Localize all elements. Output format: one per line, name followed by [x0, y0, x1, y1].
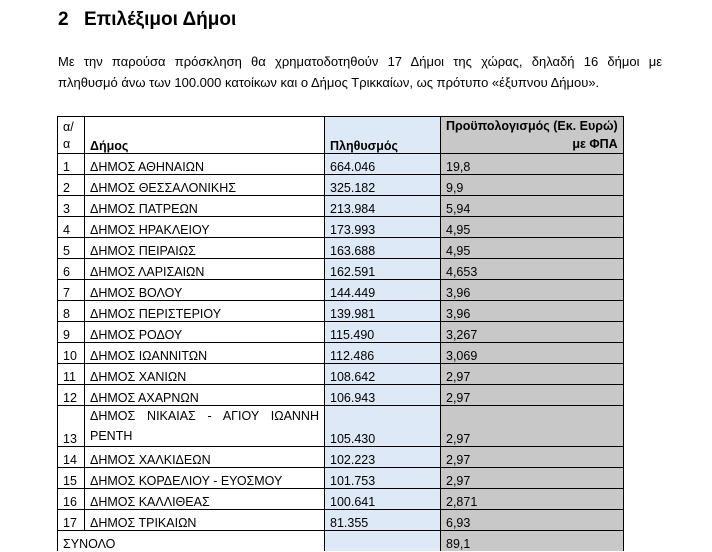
cell-population: 106.943	[325, 385, 441, 406]
total-label: ΣΥΝΟΛΟ	[58, 531, 325, 552]
cell-aa: 11	[58, 364, 85, 385]
cell-aa: 17	[58, 510, 85, 531]
table-row	[58, 385, 624, 406]
cell-population: 144.449	[325, 280, 441, 301]
cell-municipality: ΔΗΜΟΣ ΠΕΙΡΑΙΩΣ	[85, 238, 325, 259]
cell-aa: 15	[58, 468, 85, 489]
section-heading	[58, 9, 236, 31]
cell-budget: 2,97	[441, 406, 624, 447]
cell-population: 163.688	[325, 238, 441, 259]
cell-municipality: ΔΗΜΟΣ ΙΩΑΝΝΙΤΩΝ	[85, 343, 325, 364]
cell-population: 112.486	[325, 343, 441, 364]
cell-budget: 3,069	[441, 343, 624, 364]
total-budget: 89,1	[441, 531, 624, 552]
cell-municipality: ΔΗΜΟΣ ΛΑΡΙΣΑΙΩΝ	[85, 259, 325, 280]
cell-aa: 10	[58, 343, 85, 364]
table-row	[58, 238, 624, 259]
table-row	[58, 364, 624, 385]
cell-aa: 14	[58, 447, 85, 468]
header-aa-line1: α/	[63, 120, 74, 134]
cell-municipality: ΔΗΜΟΣ ΡΟΔΟΥ	[85, 322, 325, 343]
section-number: 2	[58, 9, 69, 30]
cell-aa: 12	[58, 385, 85, 406]
cell-population: 101.753	[325, 468, 441, 489]
cell-population: 173.993	[325, 217, 441, 238]
cell-municipality: ΔΗΜΟΣ ΑΘΗΝΑΙΩΝ	[85, 154, 325, 175]
cell-aa: 5	[58, 238, 85, 259]
table-row	[58, 489, 624, 510]
cell-budget: 4,95	[441, 238, 624, 259]
cell-budget: 2,97	[441, 364, 624, 385]
cell-population: 664.046	[325, 154, 441, 175]
cell-budget: 19,8	[441, 154, 624, 175]
cell-aa: 13	[58, 406, 85, 447]
cell-municipality: ΔΗΜΟΣ ΠΕΡΙΣΤΕΡΙΟΥ	[85, 301, 325, 322]
table-row	[58, 217, 624, 238]
cell-budget: 2,871	[441, 489, 624, 510]
cell-aa: 3	[58, 196, 85, 217]
cell-aa: 6	[58, 259, 85, 280]
cell-budget: 2,97	[441, 447, 624, 468]
cell-budget: 2,97	[441, 468, 624, 489]
table-row	[58, 301, 624, 322]
cell-aa: 4	[58, 217, 85, 238]
cell-population: 100.641	[325, 489, 441, 510]
table-row	[58, 259, 624, 280]
cell-municipality: ΔΗΜΟΣ ΘΕΣΣΑΛΟΝΙΚΗΣ	[85, 175, 325, 196]
cell-municipality: ΔΗΜΟΣ ΚΟΡΔΕΛΙΟΥ - ΕΥΟΣΜΟΥ	[85, 468, 325, 489]
paragraph-line-2: πληθυσμό άνω των 100.000 κατοίκων και ο Δήμος Τρικκαίων, ως πρότυπο «έξυπνου Δήμου».	[58, 75, 600, 90]
cell-municipality: ΔΗΜΟΣ ΠΑΤΡΕΩΝ	[85, 196, 325, 217]
cell-municipality: ΔΗΜΟΣ ΧΑΛΚΙΔΕΩΝ	[85, 447, 325, 468]
cell-municipality: ΔΗΜΟΣ ΒΟΛΟΥ	[85, 280, 325, 301]
cell-budget: 3,96	[441, 280, 624, 301]
cell-population: 325.182	[325, 175, 441, 196]
cell-aa: 16	[58, 489, 85, 510]
cell-municipality: ΔΗΜΟΣ ΤΡΙΚΑΙΩΝ	[85, 510, 325, 531]
paragraph-line-1: Με την παρούσα πρόσκληση θα χρηματοδοτηθούν 17 Δήμοι της χώρας, δηλαδή 16 δήμοι με	[58, 54, 662, 69]
cell-population: 115.490	[325, 322, 441, 343]
cell-budget: 9,9	[441, 175, 624, 196]
table-header-row	[58, 117, 624, 154]
cell-budget: 3,96	[441, 301, 624, 322]
cell-municipality: ΔΗΜΟΣ ΧΑΝΙΩΝ	[85, 364, 325, 385]
table-row	[58, 154, 624, 175]
cell-municipality: ΔΗΜΟΣ ΗΡΑΚΛΕΙΟΥ	[85, 217, 325, 238]
header-aa-line2: α	[63, 137, 71, 151]
section-title: Επιλέξιμοι Δήμοι	[84, 9, 237, 30]
table-row	[58, 447, 624, 468]
cell-budget: 4,653	[441, 259, 624, 280]
cell-municipality: ΔΗΜΟΣ ΚΑΛΛΙΘΕΑΣ	[85, 489, 325, 510]
cell-population: 162.591	[325, 259, 441, 280]
table-row	[58, 175, 624, 196]
header-population: Πληθυσμός	[325, 117, 441, 154]
table-row	[58, 343, 624, 364]
table-row	[58, 196, 624, 217]
header-budget-line2: με ΦΠΑ	[572, 137, 618, 151]
cell-municipality: ΔΗΜΟΣ ΝΙΚΑΙΑΣ - ΑΓΙΟΥ ΙΩΑΝΝΗ ΡΕΝΤΗ	[85, 406, 325, 447]
header-budget-line1: Προϋπολογισμός (Εκ. Ευρώ)	[446, 119, 618, 133]
cell-budget: 3,267	[441, 322, 624, 343]
cell-population: 81.355	[325, 510, 441, 531]
intro-paragraph	[58, 51, 662, 93]
total-population	[325, 531, 441, 552]
table-row	[58, 510, 624, 531]
cell-aa: 8	[58, 301, 85, 322]
cell-population: 139.981	[325, 301, 441, 322]
table-row	[58, 280, 624, 301]
cell-aa: 7	[58, 280, 85, 301]
header-municipality: Δήμος	[85, 117, 325, 154]
cell-aa: 9	[58, 322, 85, 343]
cell-population: 108.642	[325, 364, 441, 385]
table-row	[58, 468, 624, 489]
municipalities-table	[57, 116, 624, 551]
cell-population: 102.223	[325, 447, 441, 468]
cell-budget: 5,94	[441, 196, 624, 217]
cell-municipality: ΔΗΜΟΣ ΑΧΑΡΝΩΝ	[85, 385, 325, 406]
cell-budget: 6,93	[441, 510, 624, 531]
cell-budget: 2,97	[441, 385, 624, 406]
table-body	[58, 154, 624, 531]
table-row	[58, 406, 624, 447]
cell-aa: 1	[58, 154, 85, 175]
total-row	[58, 531, 624, 552]
cell-budget: 4,95	[441, 217, 624, 238]
cell-aa: 2	[58, 175, 85, 196]
table-row	[58, 322, 624, 343]
header-aa	[58, 117, 85, 154]
cell-population: 213.984	[325, 196, 441, 217]
cell-population: 105.430	[325, 406, 441, 447]
header-budget	[441, 117, 624, 154]
